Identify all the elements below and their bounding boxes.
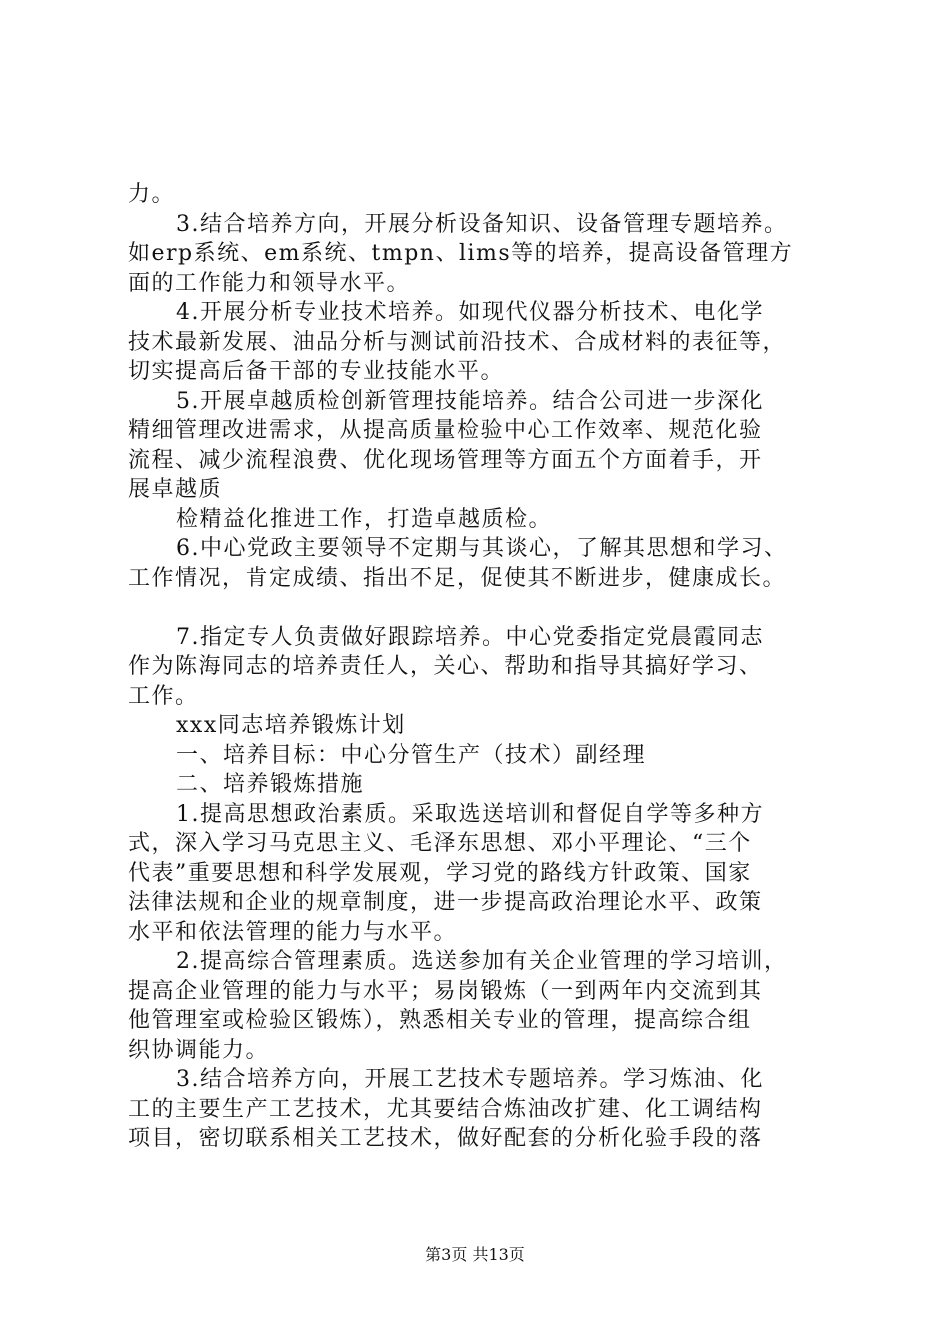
text-line: 法律法规和企业的规章制度，进一步提高政治理论水平、政策 (128, 890, 763, 915)
page-footer: 第3页 共13页 (425, 1245, 525, 1264)
text-line: 力。 (128, 182, 176, 207)
text-line: 3.结合培养方向，开展工艺技术专题培养。学习炼油、化 (176, 1067, 764, 1092)
text-line: 工的主要生产工艺技术，尤其要结合炼油改扩建、化工调结构 (128, 1096, 763, 1122)
text-line: 如erp系统、em系统、tmpn、lims等的培养，提高设备管理方 (128, 241, 794, 266)
text-line: 代表”重要思想和科学发展观，学习党的路线方针政策、国家 (128, 860, 752, 886)
text-line: 作为陈海同志的培养责任人，关心、帮助和指导其搞好学习、 (128, 654, 763, 679)
text-line: 3.结合培养方向，开展分析设备知识、设备管理专题培养。 (176, 211, 788, 237)
text-line: 项目，密切联系相关工艺技术，做好配套的分析化验手段的落 (128, 1126, 763, 1151)
text-line: 他管理室或检验区锻炼），熟悉相关专业的管理，提高综合组 (128, 1008, 752, 1033)
text-line: 织协调能力。 (128, 1037, 270, 1063)
text-line: 切实提高后备干部的专业技能水平。 (128, 359, 505, 384)
text-line: 式，深入学习马克思主义、毛泽东思想、邓小平理论、“三个 (128, 831, 752, 856)
text-line: 6.中心党政主要领导不定期与其谈心，了解其思想和学习、 (176, 536, 788, 561)
text-line: 2.提高综合管理素质。选送参加有关企业管理的学习培训， (176, 949, 788, 974)
text-line: 提高企业管理的能力与水平；易岗锻炼（一到两年内交流到其 (128, 978, 763, 1004)
text-line: 水平和依法管理的能力与水平。 (128, 919, 458, 945)
text-line: 工作情况，肯定成绩、指出不足，促使其不断进步，健康成长。 (128, 565, 787, 591)
text-line: 1.提高思想政治素质。采取选送培训和督促自学等多种方 (176, 801, 764, 827)
text-line: 5.开展卓越质检创新管理技能培养。结合公司进一步深化 (176, 388, 764, 414)
text-line: 一、培养目标：中心分管生产（技术）副经理 (176, 742, 647, 768)
text-line: 技术最新发展、油品分析与测试前沿技术、合成材料的表征等， (128, 329, 787, 355)
text-line: 4.开展分析专业技术培养。如现代仪器分析技术、电化学 (176, 300, 764, 325)
text-line: 7.指定专人负责做好跟踪培养。中心党委指定党晨霞同志 (176, 624, 764, 650)
text-line: 检精益化推进工作，打造卓越质检。 (176, 506, 553, 532)
text-line: xxx同志培养锻炼计划 (176, 713, 406, 738)
text-line: 流程、减少流程浪费、优化现场管理等方面五个方面着手，开 (128, 447, 763, 473)
text-line: 展卓越质 (128, 477, 223, 502)
text-line: 二、培养锻炼措施 (176, 772, 365, 797)
blank-line (128, 593, 832, 623)
document-body (128, 180, 832, 1154)
text-line: 工作。 (128, 683, 199, 709)
text-line: 精细管理改进需求，从提高质量检验中心工作效率、规范化验 (128, 418, 763, 443)
text-line: 面的工作能力和领导水平。 (128, 270, 411, 296)
